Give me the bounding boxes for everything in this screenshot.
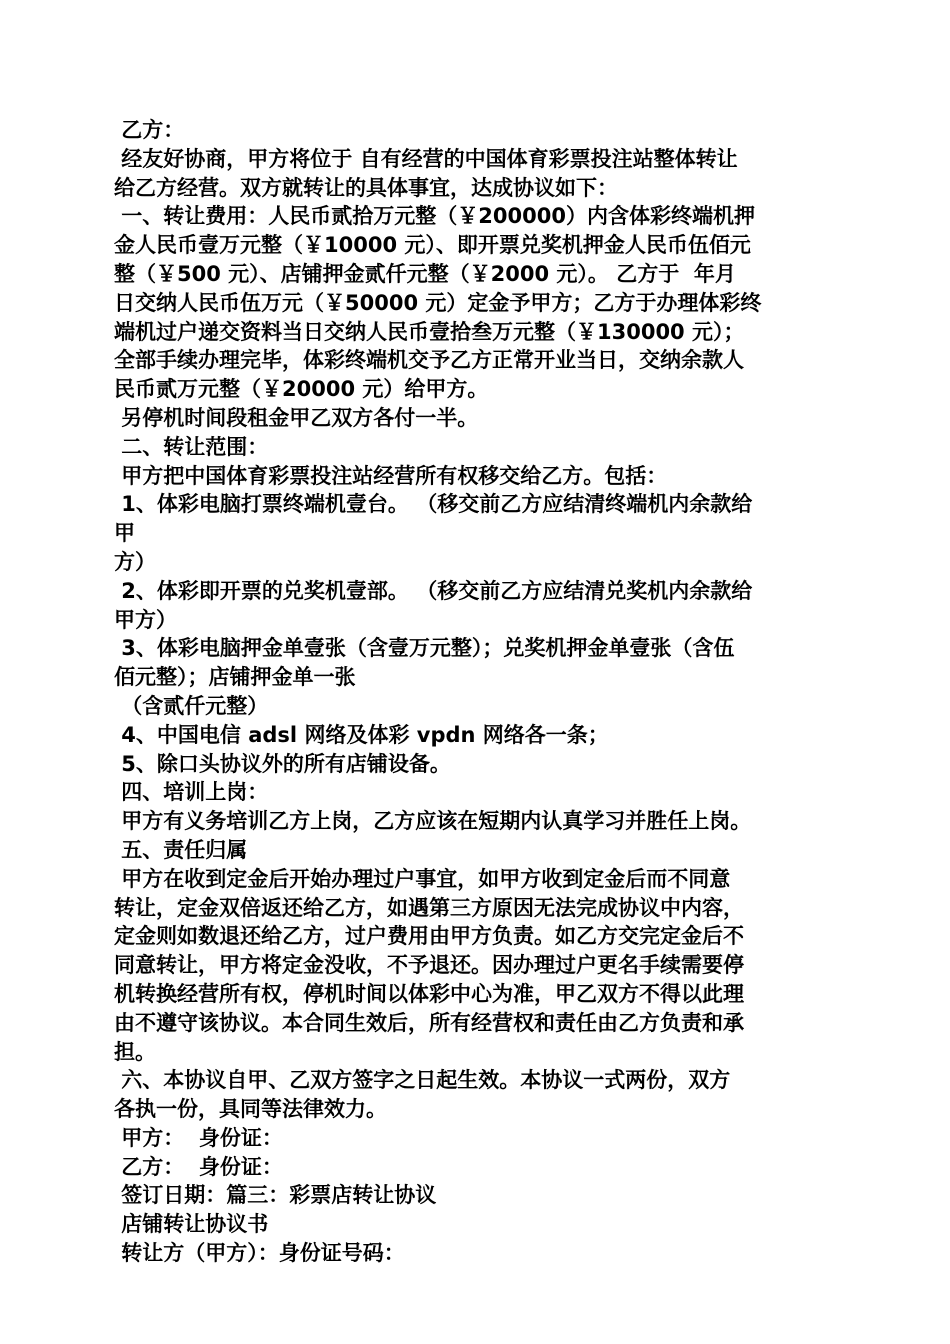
list-item-continuation: 甲 xyxy=(114,521,135,546)
list-item: 3、体彩电脑押金单壹张（含壹万元整）；兑奖机押金单壹张（含伍 xyxy=(114,636,735,661)
paragraph-line: 转让，定金双倍返还给乙方，如遇第三方原因无法完成协议中内容， xyxy=(114,895,744,920)
list-item-continuation: （含贰仟元整） xyxy=(114,693,269,718)
signing-date: 签订日期：篇三：彩票店转让协议 xyxy=(114,1183,437,1208)
paragraph-line: 甲方在收到定金后开始办理过户事宜，如甲方收到定金后而不同意 xyxy=(114,866,731,891)
list-item: 5、除口头协议外的所有店铺设备。 xyxy=(114,751,451,776)
party-b-heading: 乙方： xyxy=(114,118,185,142)
section-responsibility: 五、责任归属 xyxy=(114,837,248,862)
paragraph-line: 定金则如数退还给乙方，过户费用由甲方负责。如乙方交完定金后不 xyxy=(114,924,744,949)
section-transfer-fee: 一、转让费用：人民币贰拾万元整（￥200000）内含体彩终端机押 xyxy=(114,204,755,229)
intro-line: 经友好协商，甲方将位于 自有经营的中国体育彩票投注站整体转让 xyxy=(114,146,738,171)
signature-party-a: 甲方： 身份证： xyxy=(114,1125,283,1150)
paragraph-line: 由不遵守该协议。本合同生效后，所有经营权和责任由乙方负责和承 xyxy=(114,1010,744,1035)
paragraph-line: 全部手续办理完毕，体彩终端机交予乙方正常开业当日，交纳余款人 xyxy=(114,348,744,373)
signature-party-b: 乙方： 身份证： xyxy=(114,1154,283,1179)
paragraph-line: 机转换经营所有权，停机时间以体彩中心为准，甲乙双方不得以此理 xyxy=(114,981,744,1006)
paragraph-line: 民币贰万元整（￥20000 元）给甲方。 xyxy=(114,377,489,402)
list-item-continuation: 佰元整）；店铺押金单一张 xyxy=(114,665,356,690)
paragraph-line: 日交纳人民币伍万元（￥50000 元）定金予甲方；乙方于办理体彩终 xyxy=(114,290,762,315)
subtitle-shop-transfer: 店铺转让协议书 xyxy=(114,1212,269,1237)
intro-line: 给乙方经营。双方就转让的具体事宜，达成协议如下： xyxy=(114,175,618,200)
paragraph-line: 金人民币壹万元整（￥10000 元）、即开票兑奖机押金人民币伍佰元 xyxy=(114,233,751,258)
paragraph-line: 担。 xyxy=(114,1039,156,1064)
list-item: 4、中国电信 adsl 网络及体彩 vpdn 网络各一条； xyxy=(114,722,609,747)
paragraph-line: 另停机时间段租金甲乙双方各付一半。 xyxy=(114,405,479,430)
section-transfer-scope: 二、转让范围： xyxy=(114,434,269,459)
paragraph-line: 同意转让，甲方将定金没收，不予退还。因办理过户更名手续需要停 xyxy=(114,953,744,978)
section-effectiveness: 六、本协议自甲、乙双方签字之日起生效。本协议一式两份，双方 xyxy=(114,1068,731,1093)
list-item: 2、体彩即开票的兑奖机壹部。 （移交前乙方应结清兑奖机内余款给 xyxy=(114,578,753,603)
paragraph-line: 各执一份，具同等法律效力。 xyxy=(114,1097,387,1122)
paragraph-line: 甲方把中国体育彩票投注站经营所有权移交给乙方。包括： xyxy=(114,463,668,488)
list-item: 1、体彩电脑打票终端机壹台。 （移交前乙方应结清终端机内余款给 xyxy=(114,492,753,517)
list-item-continuation: 甲方） xyxy=(114,607,177,632)
paragraph-line: 甲方有义务培训乙方上岗，乙方应该在短期内认真学习并胜任上岗。 xyxy=(114,809,752,834)
transferor-line: 转让方（甲方）：身份证号码： xyxy=(114,1241,405,1266)
section-training: 四、培训上岗： xyxy=(114,780,269,805)
paragraph-line: 整（￥500 元）、店铺押金贰仟元整（￥2000 元）。 乙方于 年月 xyxy=(114,261,736,286)
document-body xyxy=(114,116,844,1268)
paragraph-line: 端机过户递交资料当日交纳人民币壹拾叁万元整（￥130000 元）； xyxy=(114,319,745,344)
list-item-continuation: 方） xyxy=(114,549,156,574)
